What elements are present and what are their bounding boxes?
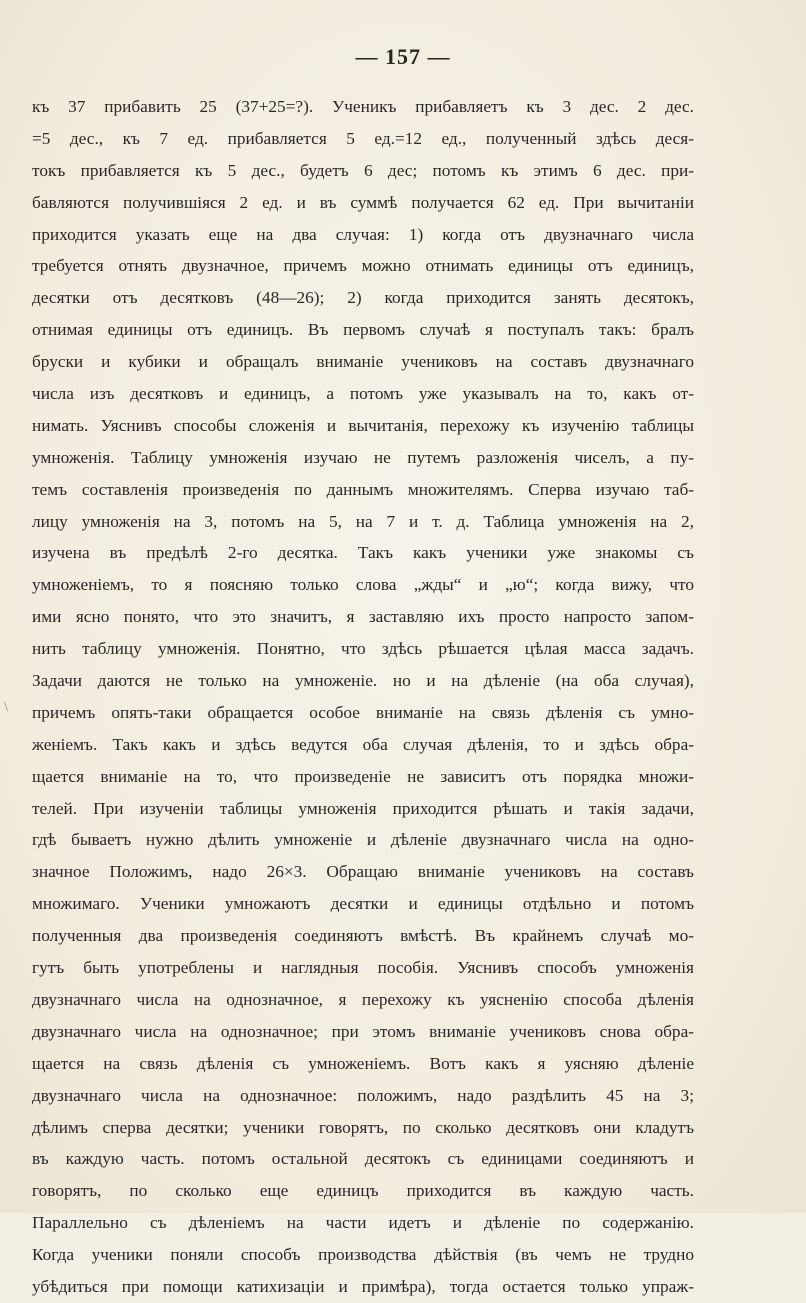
- text-line: множимаго. Ученики умножаютъ десятки и единицы отдѣльно и потомъ: [32, 894, 694, 914]
- text-line: убѣдиться при помощи катихизаціи и примѣра), тогда остается только упраж-: [32, 1276, 694, 1296]
- text-line: числа изъ десятковъ и единицъ, а потомъ уже указывалъ на то, какъ от-: [32, 384, 694, 404]
- text-line: отнимая единицы отъ единицъ. Въ первомъ случаѣ я поступалъ такъ: бралъ: [32, 320, 694, 340]
- text-line: двузначнаго числа на однозначное, я перехожу къ уясненію способа дѣленія: [32, 989, 694, 1009]
- margin-mark: \: [4, 700, 8, 715]
- page-number: — 157 —: [355, 44, 451, 69]
- text-line: дѣлимъ сперва десятки; ученики говорятъ, по сколько десятковъ они кладутъ: [32, 1117, 694, 1137]
- text-line: бавляются получившіяся 2 ед. и въ суммѣ получается 62 ед. При вычитаніи: [32, 192, 694, 212]
- text-line: гутъ быть употреблены и наглядныя пособія. Уяснивъ способъ умноженія: [32, 958, 694, 978]
- text-line: гдѣ бываетъ нужно дѣлить умноженіе и дѣленіе двузначнаго числа на одно-: [32, 830, 694, 850]
- text-line: темъ составленія произведенія по даннымъ множителямъ. Сперва изучаю таб-: [32, 479, 694, 499]
- text-line: полученныя два произведенія соединяютъ вмѣстѣ. Въ крайнемъ случаѣ мо-: [32, 926, 694, 946]
- text-line: умноженіемъ, то я поясняю только слова „жды“ и „ю“; когда вижу, что: [32, 575, 694, 595]
- text-line: десятки отъ десятковъ (48—26); 2) когда приходится занять десятокъ,: [32, 288, 694, 308]
- text-line: причемъ опять-таки обращается особое вниманіе на связь дѣленія съ умно-: [32, 702, 694, 722]
- text-line: говорятъ, по сколько еще единицъ приходится въ каждую часть.: [32, 1181, 694, 1201]
- text-line: въ каждую часть. потомъ остальной десятокъ съ единицами соединяютъ и: [32, 1149, 694, 1169]
- text-line: умноженія. Таблицу умноженія изучаю не путемъ разложенія чиселъ, а пу-: [32, 447, 694, 467]
- text-line: бруски и кубики и обращалъ вниманіе учениковъ на составъ двузначнаго: [32, 352, 694, 372]
- text-line: женіемъ. Такъ какъ и здѣсь ведутся оба случая дѣленія, то и здѣсь обра-: [32, 734, 694, 754]
- text-line: Когда ученики поняли способъ производства дѣйствія (въ чемъ не трудно: [32, 1245, 694, 1265]
- text-line: щается на связь дѣленія съ умноженіемъ. Вотъ какъ я уясняю дѣленіе: [32, 1053, 694, 1073]
- text-line: Задачи даются не только на умноженіе. но и на дѣленіе (на оба случая),: [32, 671, 694, 691]
- text-line: ими ясно понято, что это значитъ, я заставляю ихъ просто напросто запом-: [32, 607, 694, 627]
- text-line: Параллельно съ дѣленіемъ на части идетъ и дѣленіе по содержанію.: [32, 1213, 694, 1233]
- text-line: щается вниманіе на то, что произведеніе не зависитъ отъ порядка множи-: [32, 766, 694, 786]
- text-line: нимать. Уяснивъ способы сложенія и вычитанія, перехожу къ изученію таблицы: [32, 415, 694, 435]
- text-line: двузначнаго числа на однозначное; при этомъ вниманіе учениковъ снова обра-: [32, 1021, 694, 1041]
- text-line: лицу умноженія на 3, потомъ на 5, на 7 и т. д. Таблица умноженія на 2,: [32, 511, 694, 531]
- text-line: телей. При изученіи таблицы умноженія приходится рѣшать и такія задачи,: [32, 798, 694, 818]
- text-line: требуется отнять двузначное, причемъ можно отнимать единицы отъ единицъ,: [32, 256, 694, 276]
- text-line: значное Положимъ, надо 26×3. Обращаю вниманіе учениковъ на составъ: [32, 862, 694, 882]
- text-line: =5 дес., къ 7 ед. прибавляется 5 ед.=12 ед., полученный здѣсь деся-: [32, 128, 694, 148]
- text-line: къ 37 прибавить 25 (37+25=?). Ученикъ прибавляетъ къ 3 дес. 2 дес.: [32, 97, 694, 116]
- text-line: двузначнаго числа на однозначное: положимъ, надо раздѣлить 45 на 3;: [32, 1085, 694, 1105]
- body-text: [32, 91, 694, 1303]
- text-line: приходится указать еще на два случая: 1) когда отъ двузначнаго числа: [32, 224, 694, 244]
- text-line: нить таблицу умноженія. Понятно, что здѣсь рѣшается цѣлая масса задачъ.: [32, 639, 694, 659]
- text-line: токъ прибавляется къ 5 дес., будетъ 6 дес; потомъ къ этимъ 6 дес. при-: [32, 160, 694, 180]
- text-line: изучена въ предѣлѣ 2-го десятка. Такъ какъ ученики уже знакомы съ: [32, 543, 694, 563]
